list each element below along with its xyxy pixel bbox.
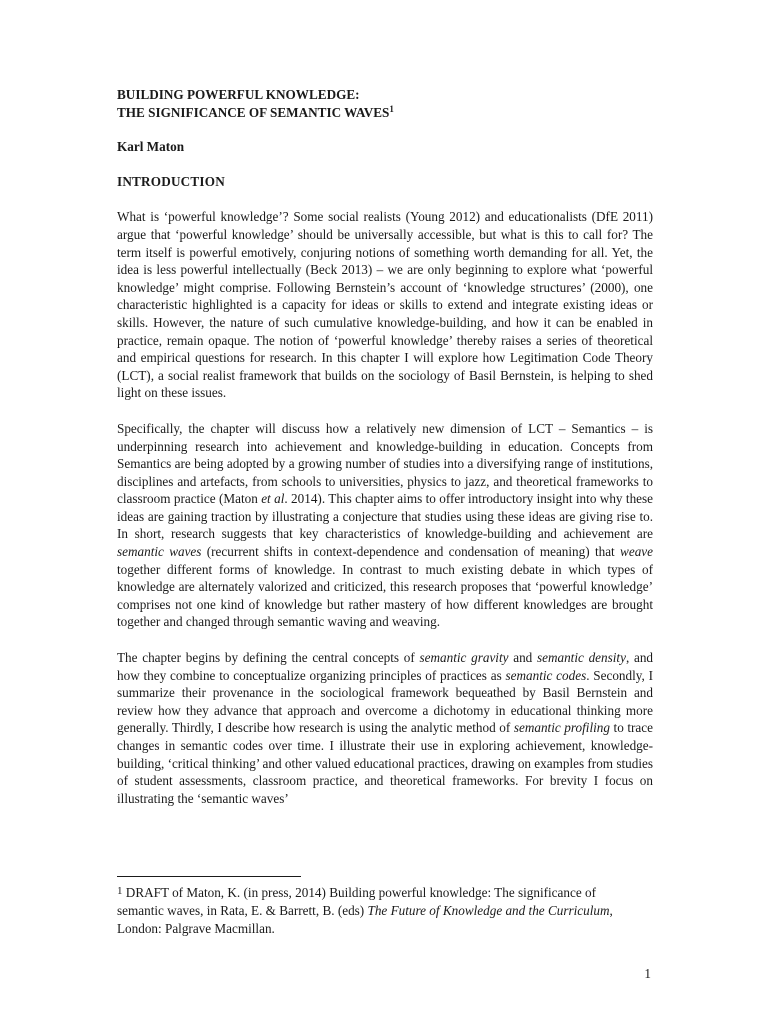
paragraph-2-italic: weave bbox=[620, 544, 653, 560]
footnote-divider bbox=[117, 876, 301, 877]
paragraph-2-text: together different forms of knowledge. In contrast to much existing debate in which types of knowledge are alternately valorized and criticized, this research proposes that ‘powerful knowledge’ comprises not one kind of knowledge but rather mastery of how different knowledges are brought together and changed through semantic waving and weaving. bbox=[117, 561, 653, 630]
paragraph-3-text: . Secondly, I summarize their provenance in the sociological framework bequeathed by Basil Bernstein and review how they advance that approach and overcome a dichotomy in educational thinking more generally. Thirdly, I describe how research is using the analytic method of bbox=[117, 667, 653, 736]
paragraph-3-italic: semantic density bbox=[536, 650, 626, 666]
paragraph-2 bbox=[117, 420, 653, 631]
footnote-text: DRAFT of Maton, K. (in press, 2014) Building powerful knowledge: The significance of semantic waves, in Rata, E. & Barrett, B. (eds) bbox=[117, 885, 596, 918]
section-heading-introduction: INTRODUCTION bbox=[117, 173, 225, 189]
paragraph-3-text: , and how they combine to conceptualize organizing principles of practices as bbox=[117, 650, 654, 683]
paragraph-2-italic: et al bbox=[261, 491, 285, 507]
footnote bbox=[117, 884, 617, 938]
paragraph-3-italic: semantic codes bbox=[505, 667, 587, 683]
paragraph-3-text: The chapter begins by defining the central concepts of bbox=[117, 650, 420, 666]
title-footnote-marker[interactable]: 1 bbox=[389, 103, 394, 114]
page-number: 1 bbox=[644, 966, 651, 981]
title-line-2: THE SIGNIFICANCE OF SEMANTIC WAVES bbox=[117, 104, 390, 120]
document-body bbox=[117, 86, 653, 807]
paragraph-2-text: Specifically, the chapter will discuss how a relatively new dimension of LCT – Semantics – is underpinning research into achievement and knowledge-building in education. Concepts from Semantics are being adopted by a growing number of studies into a diversifying range of institutions, disciplines and artefacts, from schools to universities, physics to jazz, and theoretical frameworks to classroom practice (Maton bbox=[117, 420, 653, 507]
title-line-1: BUILDING POWERFUL KNOWLEDGE: bbox=[117, 87, 360, 102]
paragraph-2-text: . 2014). This chapter aims to offer introductory insight into why these ideas are gaining traction by illustrating a conjecture that studies using these ideas are giving rise to. In short, research suggests that key characteristics of knowledge-building and achievement are bbox=[117, 491, 653, 542]
footnote-text: , London: Palgrave Macmillan. bbox=[117, 903, 613, 936]
paragraph-3 bbox=[117, 649, 653, 807]
paragraph-3-italic: semantic profiling bbox=[513, 720, 610, 736]
paragraph-2-text: (recurrent shifts in context-dependence and condensation of meaning) that bbox=[201, 544, 621, 560]
footnote-italic: The Future of Knowledge and the Curriculum bbox=[367, 903, 610, 918]
paragraph-3-text: to trace changes in semantic codes over time. I illustrate their use in exploring achievement, knowledge-building, ‘critical thinking’ and other valued educational practices, drawing on examples from studies of student assessments, classroom practice, and theoretical frameworks. For brevity I focus on illustrating the ‘semantic waves’ bbox=[117, 720, 653, 806]
paragraph-3-text: and bbox=[508, 650, 537, 666]
document-title bbox=[117, 86, 653, 121]
footnote-marker: 1 bbox=[117, 885, 123, 897]
paragraph-3-italic: semantic gravity bbox=[419, 650, 509, 666]
paragraph-1: What is ‘powerful knowledge’? Some social realists (Young 2012) and educationalists (DfE 2011) argue that ‘powerful knowledge’ should be universally accessible, but what is this to call for? The term itself is powerful emotively, conjuring notions of something worth demanding for all. Yet, the idea is less powerful intellectually (Beck 2013) – we are only beginning to explore what ‘powerful knowledge’ might comprise. Following Bernstein’s account of ‘knowledge structures’ (2000), one characteristic highlighted is a capacity for ideas or skills to extend and integrate existing ideas or skills. However, the nature of such cumulative knowledge-building, and how it can be enabled in practice, remain opaque. The notion of ‘powerful knowledge’ thereby raises a series of theoretical and empirical questions for research. In this chapter I will explore how Legitimation Code Theory (LCT), a social realist framework that builds on the sociology of Basil Bernstein, is helping to shed light on these issues. bbox=[117, 209, 653, 401]
author-name: Karl Maton bbox=[117, 139, 185, 155]
paragraph-2-italic: semantic waves bbox=[117, 544, 202, 560]
